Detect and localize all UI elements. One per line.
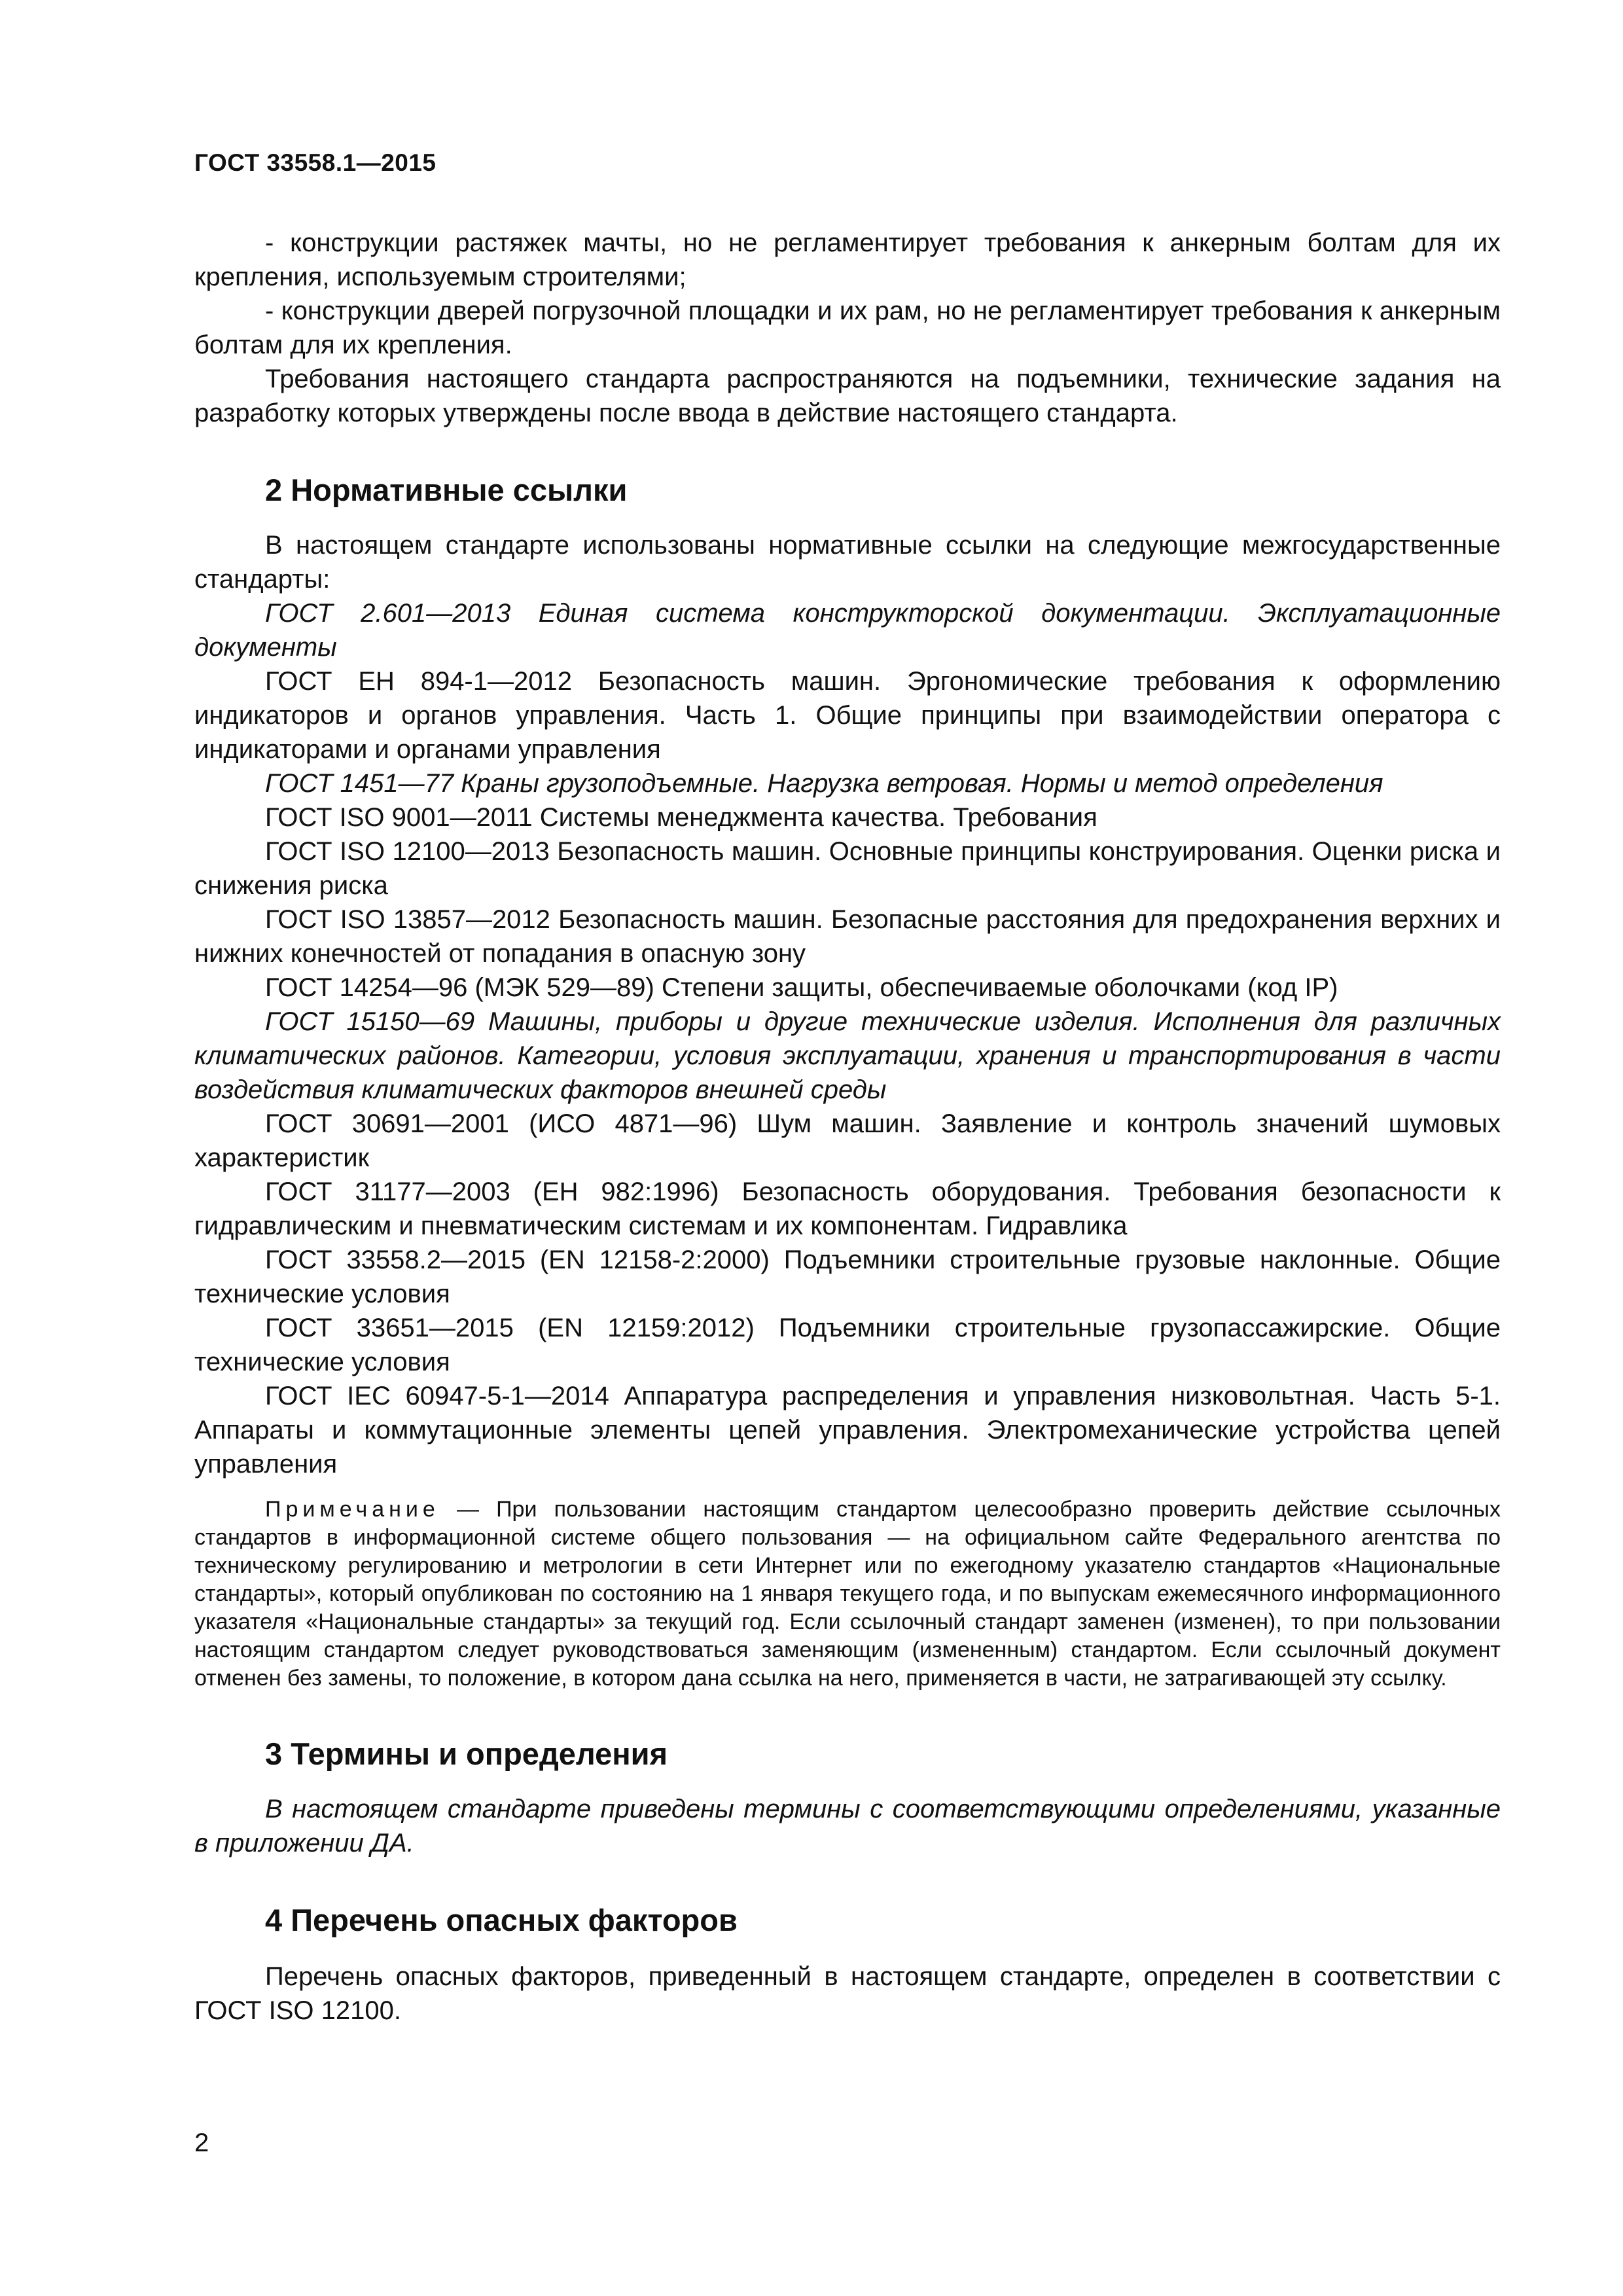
reference-item: ГОСТ 1451—77 Краны грузоподъемные. Нагрузка ветровая. Нормы и метод определения: [265, 769, 1383, 798]
note-label: Примечание: [265, 1497, 440, 1522]
document-body: [194, 226, 1501, 2028]
intro-paragraph: - конструкции дверей погрузочной площадки и их рам, но не регламентирует требования к анкерным болтам для их крепления.: [194, 296, 1501, 359]
section-2-intro: В настоящем стандарте использованы нормативные ссылки на следующие межгосударственные стандарты:: [194, 531, 1501, 594]
section-3-text: В настоящем стандарте приведены термины с соответствующими определениями, указанные в приложении ДА.: [194, 1795, 1501, 1857]
intro-paragraph: - конструкции растяжек мачты, но не регламентирует требования к анкерным болтам для их крепления, используемым строителями;: [194, 228, 1501, 291]
reference-item: ГОСТ 2.601—2013 Единая система конструкторской документации. Эксплуатационные документы: [194, 599, 1501, 662]
document-header: ГОСТ 33558.1—2015: [194, 149, 437, 176]
reference-item: ГОСТ ISO 12100—2013 Безопасность машин. Основные принципы конструирования. Оценки риска и снижения риска: [194, 837, 1501, 900]
reference-item: ГОСТ 15150—69 Машины, приборы и другие технические изделия. Исполнения для различных климатических районов. Категории, условия эксплуатации, хранения и транспортирования в части воздействия климатических факторов внешней среды: [194, 1007, 1501, 1104]
intro-paragraph: Требования настоящего стандарта распространяются на подъемники, технические задания на разработку которых утверждены после ввода в действие настоящего стандарта.: [194, 365, 1501, 427]
page-number: 2: [194, 2128, 209, 2157]
reference-item: ГОСТ 14254—96 (МЭК 529—89) Степени защиты, обеспечиваемые оболочками (код IP): [265, 973, 1338, 1002]
section-4-heading: 4 Перечень опасных факторов: [265, 1903, 738, 1937]
note-text: — При пользовании настоящим стандартом целесообразно проверить действие ссылочных стандартов в информационной системе общего пользования — на официальном сайте Федерального агентства по техническому регулированию и метрологии в сети Интернет или по ежегодному указателю стандартов «Национальные стандарты», который опубликован по состоянию на 1 января текущего года, и по выпускам ежемесячного информационного указателя «Национальные стандарты» за текущий год. Если ссылочный стандарт заменен (изменен), то при пользовании настоящим стандартом следует руководствоваться заменяющим (измененным) стандартом. Если ссылочный документ отменен без замены, то положение, в котором дана ссылка на него, применяется в части, не затрагивающей эту ссылку.: [194, 1497, 1501, 1691]
section-2-heading: 2 Нормативные ссылки: [265, 473, 628, 507]
reference-item: ГОСТ 33651—2015 (EN 12159:2012) Подъемники строительные грузопассажирские. Общие технические условия: [194, 1314, 1501, 1376]
reference-item: ГОСТ IEC 60947-5-1—2014 Аппаратура распределения и управления низковольтная. Часть 5-1. Аппараты и коммутационные элементы цепей управления. Электромеханические устройства цепей управления: [194, 1382, 1501, 1479]
reference-item: ГОСТ 31177—2003 (ЕН 982:1996) Безопасность оборудования. Требования безопасности к гидравлическим и пневматическим системам и их компонентам. Гидравлика: [194, 1177, 1501, 1240]
reference-item: ГОСТ ISO 13857—2012 Безопасность машин. Безопасные расстояния для предохранения верхних и нижних конечностей от попадания в опасную зону: [194, 905, 1501, 968]
reference-item: ГОСТ ЕН 894-1—2012 Безопасность машин. Эргономические требования к оформлению индикаторов и органов управления. Часть 1. Общие принципы при взаимодействии оператора с индикаторами и органами управления: [194, 667, 1501, 764]
reference-item: ГОСТ 33558.2—2015 (EN 12158-2:2000) Подъемники строительные грузовые наклонные. Общие технические условия: [194, 1246, 1501, 1308]
section-4-text: Перечень опасных факторов, приведенный в настоящем стандарте, определен в соответствии с ГОСТ ISO 12100.: [194, 1962, 1501, 2025]
reference-item: ГОСТ 30691—2001 (ИСО 4871—96) Шум машин. Заявление и контроль значений шумовых характеристик: [194, 1109, 1501, 1172]
note-paragraph: [194, 1496, 1501, 1693]
section-3-heading: 3 Термины и определения: [265, 1736, 668, 1771]
reference-item: ГОСТ ISO 9001—2011 Системы менеджмента качества. Требования: [265, 803, 1097, 832]
